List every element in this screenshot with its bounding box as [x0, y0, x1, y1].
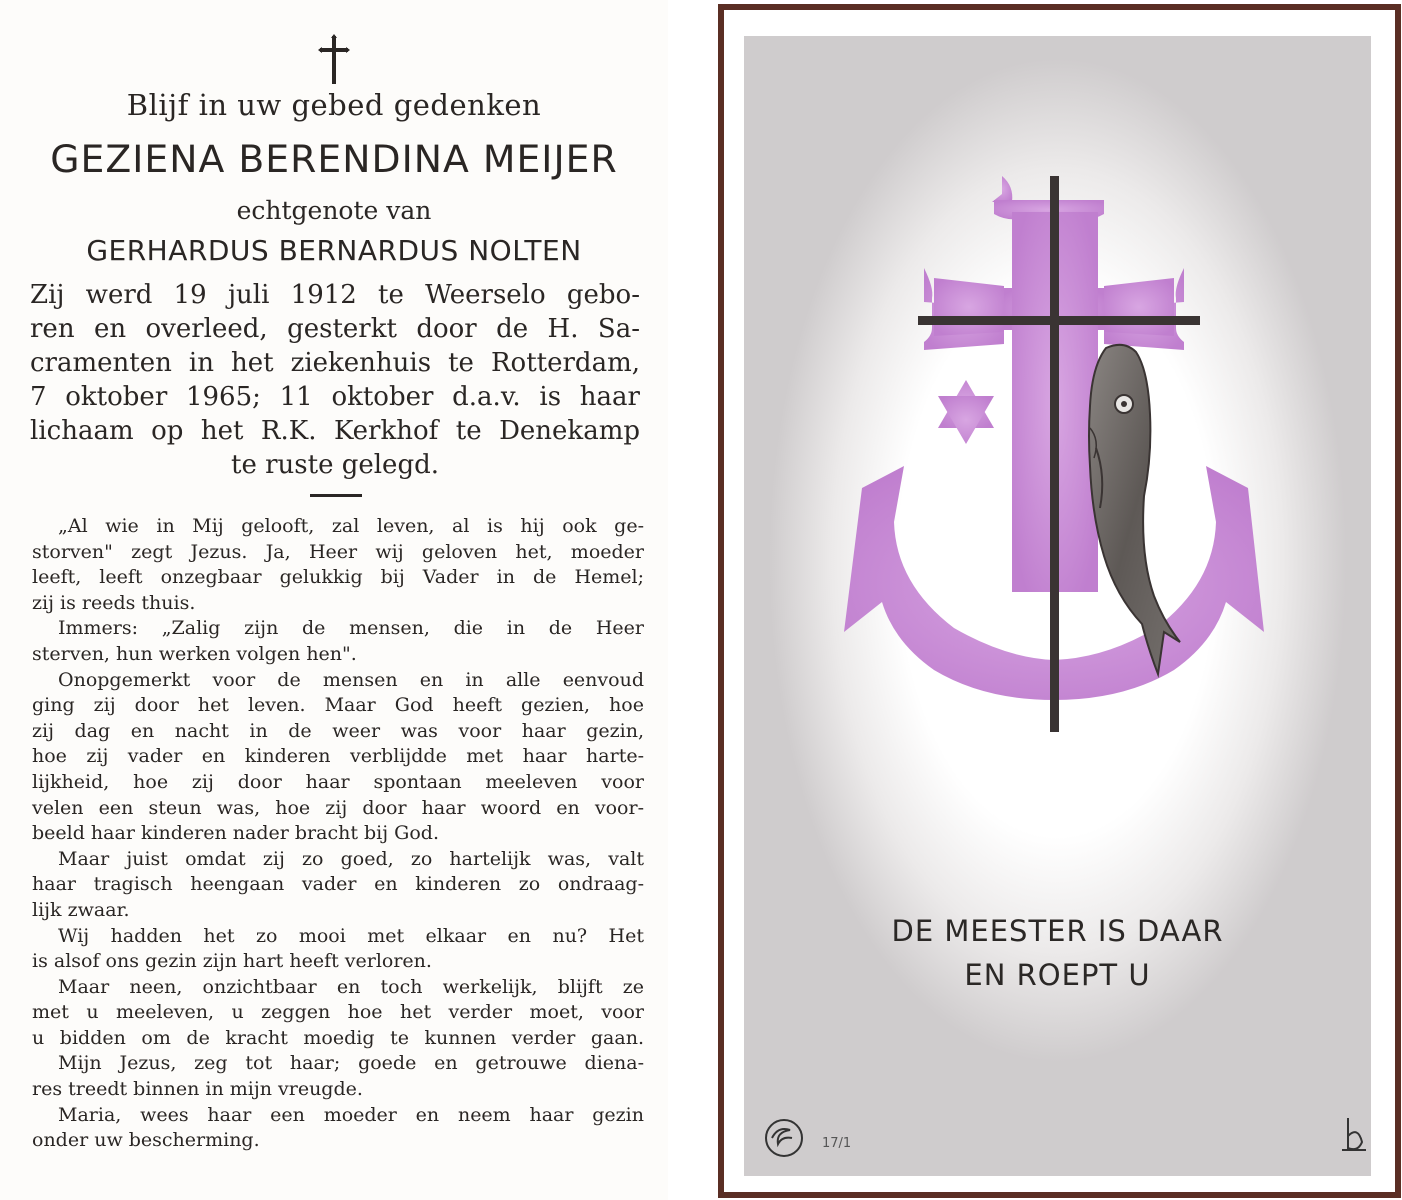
- motto-line-1: DE MEESTER IS DAAR: [891, 914, 1224, 948]
- meditation-line: Maar neen, onzichtbaar en toch werkelijk, blijft ze: [58, 975, 644, 998]
- meditation-line: u bidden om de kracht moedig te kunnen verder gaan.: [32, 1026, 644, 1049]
- meditation-line: hoe zij vader en kinderen verblijdde met haar harte-: [32, 745, 644, 768]
- spouse-name: GERHARDUS BERNARDUS NOLTEN: [86, 234, 582, 267]
- meditation-line: met u meeleven, u zeggen hoe het verder moet, voor: [32, 1001, 644, 1024]
- fish-icon: [1089, 345, 1180, 674]
- meditation-line: haar tragisch heengaan vader en kinderen zo ondraag-: [32, 873, 644, 896]
- motto-line-2: EN ROEPT U: [964, 958, 1151, 992]
- meditation-line: Immers: „Zalig zijn de mensen, die in de Heer: [58, 617, 644, 640]
- meditation-line: Wij hadden het zo mooi met elkaar en nu? Het: [58, 924, 644, 947]
- meditation-line: storven" zegt Jezus. Ja, Heer wij geloven het, moeder: [32, 540, 644, 563]
- remembrance-heading: Blijf in uw gebed gedenken: [126, 88, 542, 122]
- meditation-line: zij dag en nacht in de weer was voor haar gezin,: [32, 719, 644, 742]
- illustration-plate: [744, 36, 1371, 1176]
- meditation-line: ging zij door het leven. Maar God heeft gezien, hoe: [32, 694, 644, 717]
- meditation-line: onder uw bescherming.: [32, 1129, 260, 1152]
- section-divider: [310, 494, 362, 497]
- meditation-line: Onopgemerkt voor de mensen en in alle eenvoud: [58, 668, 644, 691]
- memorial-text-card: [0, 0, 668, 1200]
- bio-line: Zij werd 19 juli 1912 te Weerselo gebo-: [30, 280, 640, 310]
- cross-icon: [316, 34, 352, 86]
- meditation-line: res treedt binnen in mijn vreugde.: [32, 1078, 363, 1101]
- meditation-text: [32, 514, 644, 1154]
- meditation-line: lijkheid, hoe zij door haar spontaan meeleven voor: [32, 770, 644, 793]
- meditation-line: Mijn Jezus, zeg tot haar; goede en getrouwe diena-: [58, 1052, 644, 1075]
- artist-monogram-icon: [1342, 1118, 1366, 1150]
- meditation-line: zij is reeds thuis.: [32, 591, 196, 614]
- deceased-name: GEZIENA BERENDINA MEIJER: [50, 138, 618, 181]
- card-mat: [724, 10, 1395, 1192]
- meditation-line: Maar juist omdat zij zo goed, zo hartelijk was, valt: [58, 847, 644, 870]
- bio-line: cramenten in het ziekenhuis te Rotterdam,: [30, 348, 640, 378]
- print-number: 17/1: [822, 1136, 852, 1151]
- meditation-line: beeld haar kinderen nader bracht bij God.: [32, 822, 439, 845]
- bio-line: lichaam op het R.K. Kerkhof te Denekamp: [30, 416, 640, 446]
- meditation-line: velen een steun was, hoe zij door haar woord en voor-: [32, 796, 644, 819]
- meditation-line: is alsof ons gezin zijn hart heeft verloren.: [32, 950, 432, 973]
- meditation-line: sterven, hun werken volgen hen".: [32, 642, 357, 665]
- bio-line: te ruste gelegd.: [231, 450, 439, 480]
- meditation-line: lijk zwaar.: [32, 898, 130, 921]
- memorial-image-card: [718, 4, 1401, 1198]
- biography-paragraph: [30, 278, 640, 482]
- meditation-line: „Al wie in Mij gelooft, zal leven, al is hij ook ge-: [58, 515, 644, 537]
- printer-logo-icon: [766, 1120, 802, 1156]
- spouse-prefix: echtgenote van: [236, 196, 432, 225]
- meditation-line: leeft, leeft onzegbaar gelukkig bij Vader in de Hemel;: [32, 566, 644, 589]
- anchor-cross-fish-illustration: [744, 36, 1371, 1176]
- bio-line: 7 oktober 1965; 11 oktober d.a.v. is haar: [30, 382, 640, 412]
- star-icon: [938, 380, 994, 444]
- meditation-line: Maria, wees haar een moeder en neem haar gezin: [58, 1103, 644, 1126]
- bio-line: ren en overleed, gesterkt door de H. Sa-: [30, 314, 640, 344]
